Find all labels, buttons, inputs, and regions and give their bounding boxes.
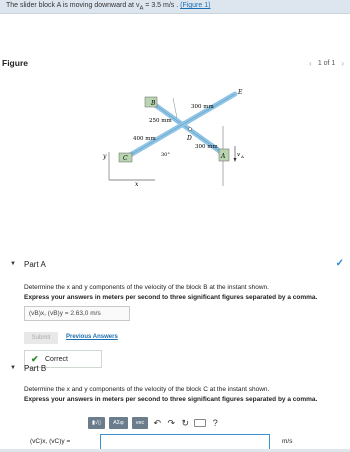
figure-header [0,54,350,74]
part-b-input-label: (vC)x, (vC)y = [30,438,71,445]
check-icon: ✔ [31,354,39,364]
chevron-right-icon[interactable]: › [341,59,344,68]
problem-statement [6,2,210,11]
label-a: A [221,153,226,160]
templates-button[interactable]: ▮√▯ [88,417,105,429]
problem-statement-bar [0,0,350,14]
submit-button[interactable]: Submit [24,332,58,344]
previous-answers-link[interactable]: Previous Answers [66,334,118,340]
velocity-arrow-head [234,158,237,162]
problem-subscript: A [139,5,144,12]
dim-400: 400 mm [133,136,156,142]
part-b-title: Part B [24,364,47,373]
x-axis-label: x [135,181,139,188]
y-axis-label: y [103,153,107,160]
mechanism-figure [95,80,275,210]
part-b-question: Determine the x and y components of the velocity of the block C at the instant shown. [24,386,270,393]
figure-pager [309,59,344,68]
correct-label: Correct [45,356,68,363]
chevron-left-icon[interactable]: ‹ [309,59,312,68]
part-b-header[interactable] [0,362,350,378]
redo-icon[interactable]: ↷ [167,417,176,428]
page-indicator: 1 of 1 [317,60,336,67]
part-a-header[interactable] [0,258,350,274]
label-va-sub: A [241,154,244,159]
problem-value: = 3.5 m/s . [143,2,181,9]
part-a-instruction [24,294,317,301]
label-b: B [151,100,156,107]
unit-label: m/s [282,438,293,445]
part-a-instruction-text: Express your answers in meters per second to three significant figures separated by a comma. [24,294,318,301]
angle-label: 30° [161,152,170,158]
dim-250: 250 mm [149,118,172,124]
help-button[interactable]: ? [212,418,218,428]
keyboard-icon[interactable] [194,419,206,427]
dim-250-line [173,98,177,118]
undo-icon[interactable]: ↶ [153,417,162,428]
label-d: D [187,135,192,142]
label-va: v [237,152,241,158]
reset-icon[interactable]: ↻ [181,417,190,428]
figure-title: Figure [2,58,28,68]
answer-input[interactable] [100,434,270,450]
part-a-answer: (vB)x, (vB)y = 2.63,0 m/s [24,306,130,321]
greek-button[interactable]: ΑΣφ [109,417,128,429]
label-e: E [238,89,243,96]
part-b-instruction [24,396,317,403]
part-a-title: Part A [24,260,46,269]
part-b-instruction-text: Express your answers in meters per second to three significant figures separated by a comma. [24,396,318,403]
label-c: C [123,155,128,162]
math-toolbar [88,416,284,430]
figure-link[interactable]: (Figure 1) [180,2,211,9]
dim-300-mid: 300 mm [195,144,218,150]
vec-button[interactable]: vec [132,417,149,429]
caret-down-icon[interactable]: ▼ [10,261,16,267]
dim-300-top: 300 mm [191,104,214,110]
caret-down-icon[interactable]: ▼ [10,365,16,371]
pin-d [188,127,191,130]
part-a-question: Determine the x and y components of the velocity of the block B at the instant shown. [24,284,269,291]
checkmark-icon: ✓ [335,258,344,269]
problem-text: The slider block A is moving downward at v [6,2,140,9]
part-b-answer-row [24,434,344,450]
